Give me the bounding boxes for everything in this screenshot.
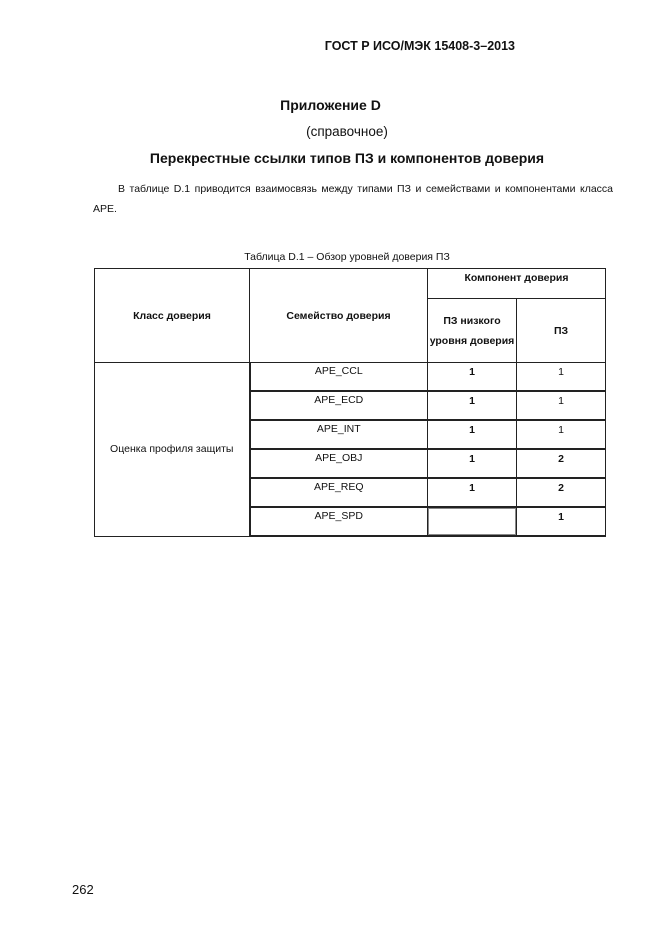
family-cell: APE_OBJ bbox=[250, 449, 428, 478]
pp-value-cell: 1 bbox=[517, 363, 606, 392]
appendix-title: Приложение D bbox=[280, 97, 381, 113]
low-value-cell: 1 bbox=[428, 449, 517, 478]
page-number: 262 bbox=[72, 882, 94, 897]
family-cell: APE_INT bbox=[250, 420, 428, 449]
pp-value-cell: 1 bbox=[517, 420, 606, 449]
intro-paragraph: В таблице D.1 приводится взаимосвязь между типами ПЗ и семействами и компонентами класса APE. bbox=[93, 183, 613, 215]
document-standard-header: ГОСТ Р ИСО/МЭК 15408-3–2013 bbox=[324, 39, 515, 53]
assurance-table bbox=[94, 268, 606, 537]
pp-value-cell: 2 bbox=[517, 449, 606, 478]
class-name-cell: Оценка профиля защиты bbox=[95, 363, 250, 537]
header-low-assurance-pp: ПЗ низкого уровня доверия bbox=[428, 299, 517, 363]
low-value-cell: 1 bbox=[428, 478, 517, 507]
pp-value-cell: 1 bbox=[517, 507, 606, 536]
pp-value-cell: 1 bbox=[517, 391, 606, 420]
table-row bbox=[95, 363, 606, 392]
header-pp: ПЗ bbox=[517, 299, 606, 363]
family-cell: APE_SPD bbox=[250, 507, 428, 536]
family-cell: APE_REQ bbox=[250, 478, 428, 507]
low-value-cell: 1 bbox=[428, 391, 517, 420]
header-family: Семейство доверия bbox=[250, 269, 428, 363]
family-cell: APE_CCL bbox=[250, 363, 428, 392]
low-value-cell: 1 bbox=[428, 363, 517, 392]
table-caption: Таблица D.1 – Обзор уровней доверия ПЗ bbox=[244, 251, 450, 263]
appendix-heading: Перекрестные ссылки типов ПЗ и компонентов доверия bbox=[149, 150, 545, 166]
header-class: Класс доверия bbox=[95, 269, 250, 363]
appendix-reference-type: (справочное) bbox=[306, 124, 388, 139]
pp-value-cell: 2 bbox=[517, 478, 606, 507]
low-value-cell-empty bbox=[428, 507, 517, 536]
low-value-cell: 1 bbox=[428, 420, 517, 449]
header-component: Компонент доверия bbox=[428, 269, 606, 299]
family-cell: APE_ECD bbox=[250, 391, 428, 420]
